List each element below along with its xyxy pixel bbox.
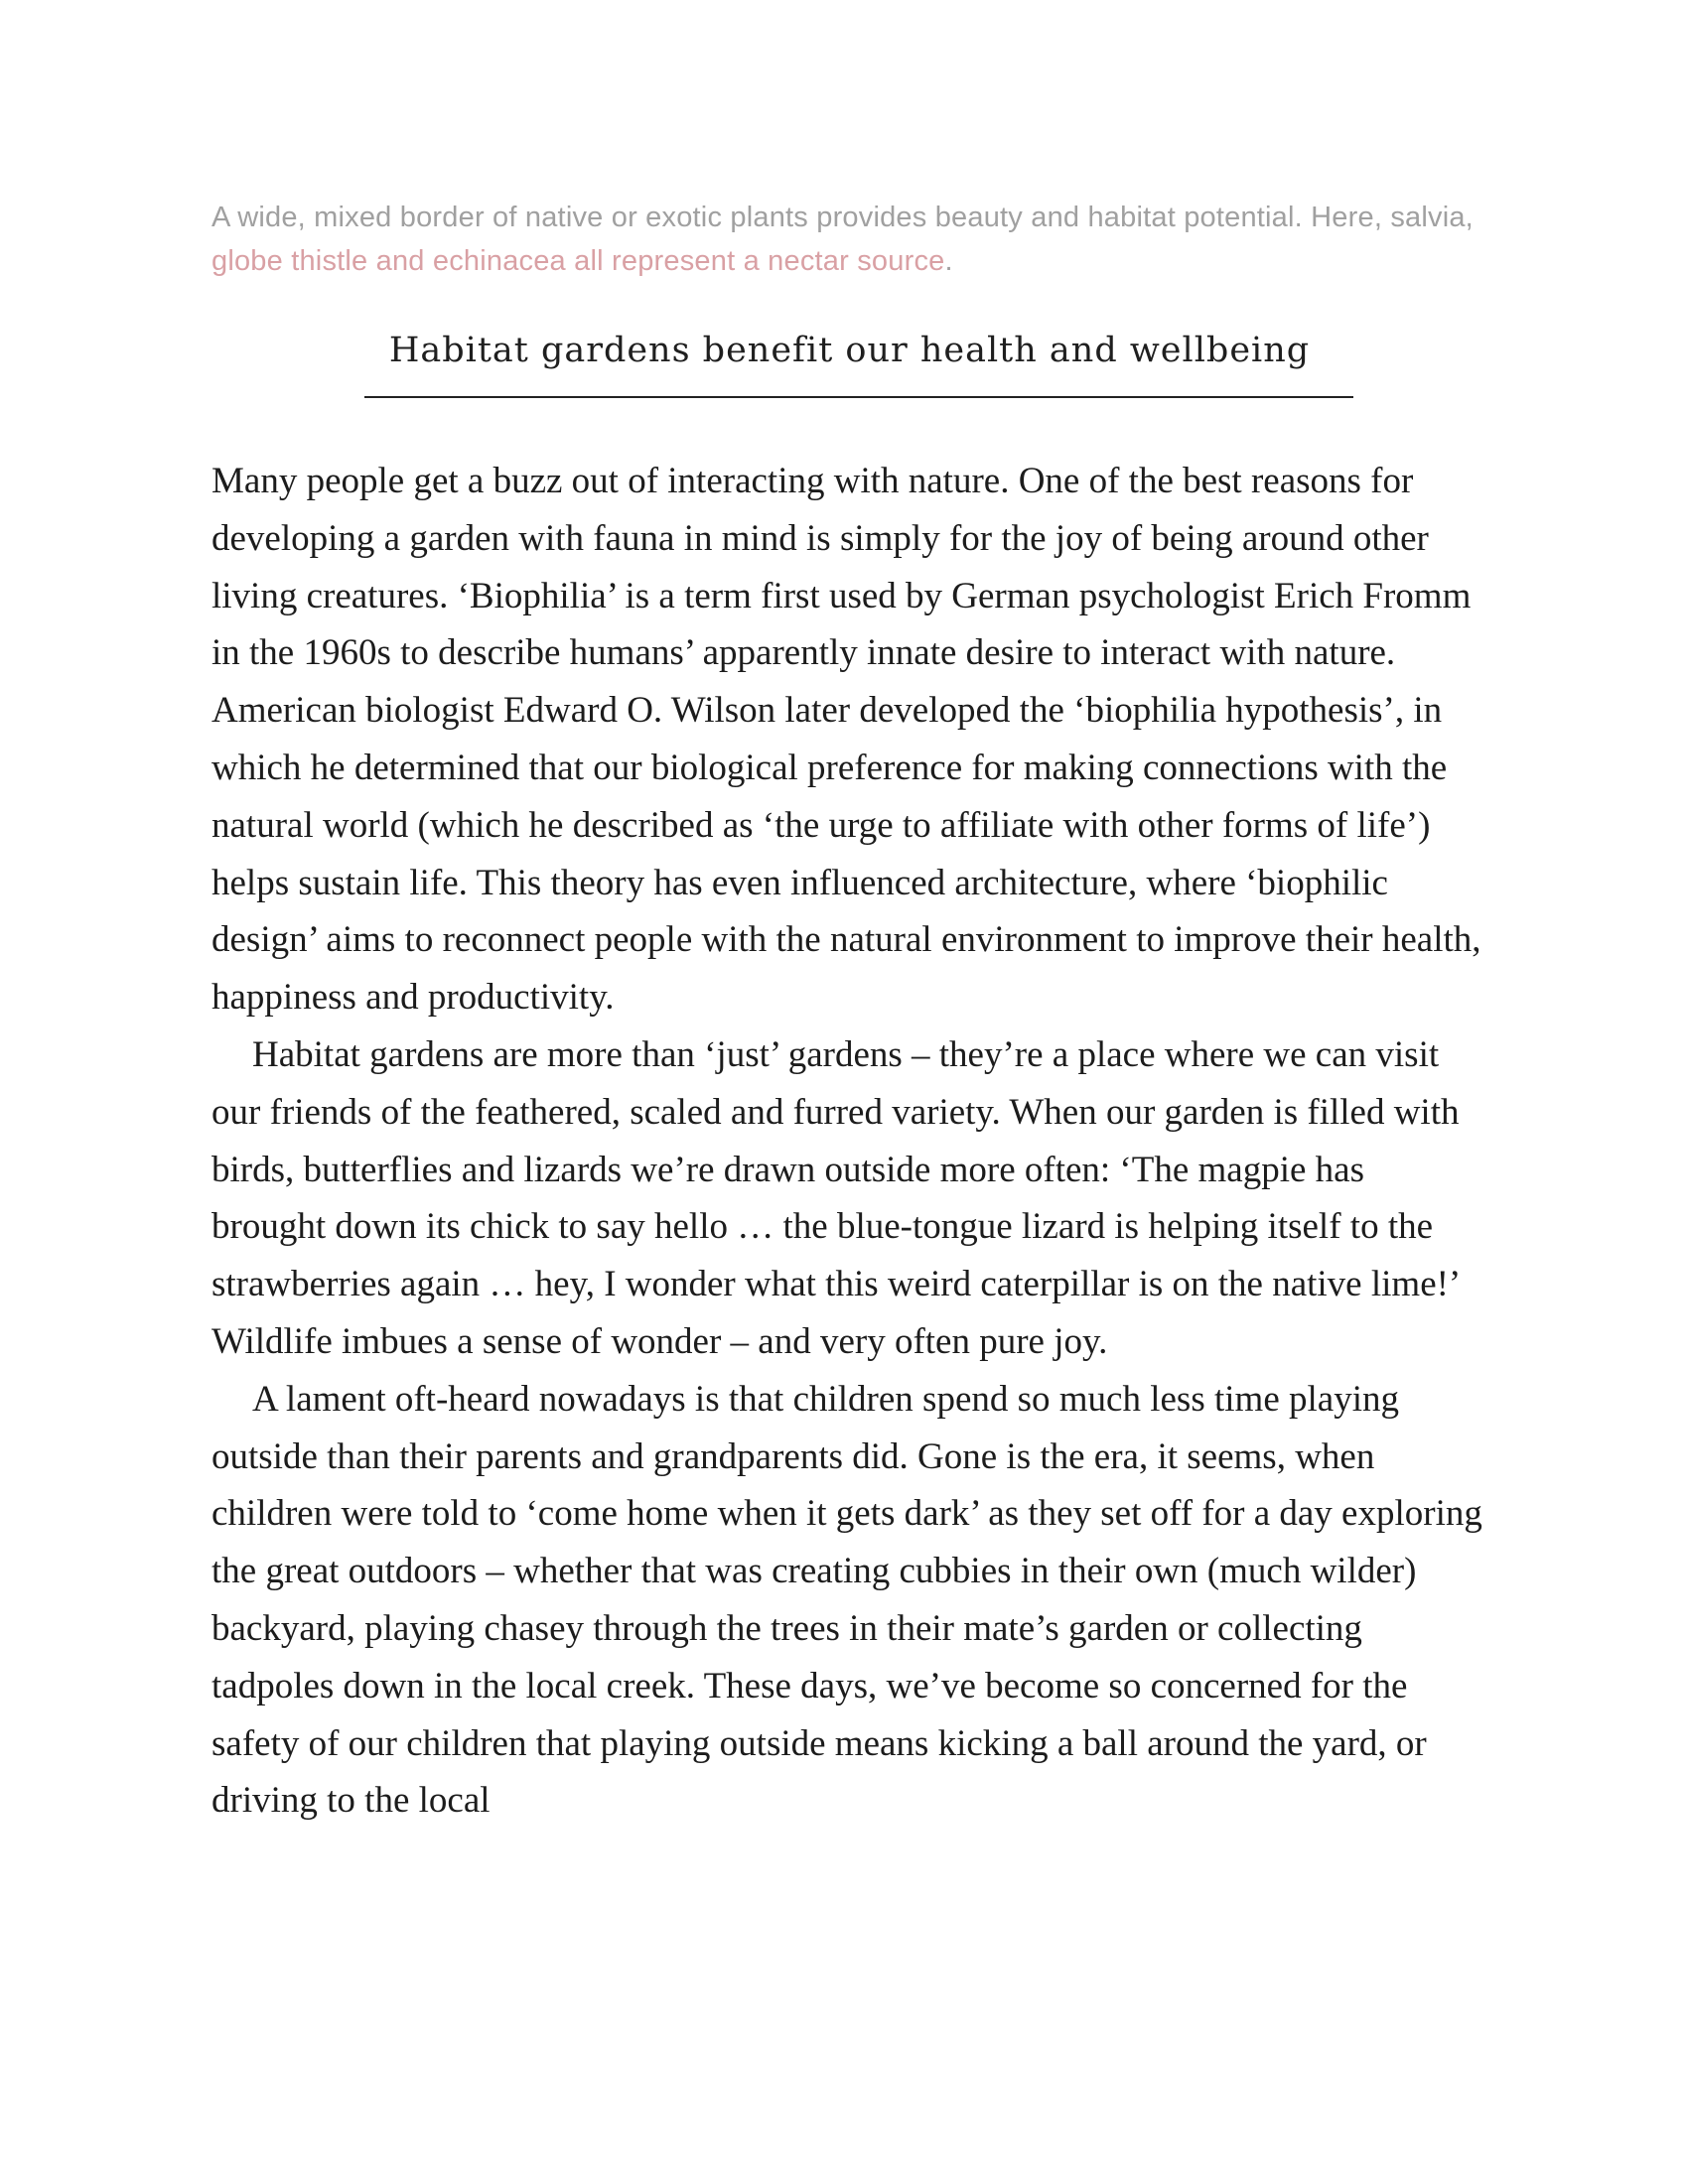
- paragraph-1: Many people get a buzz out of interacting with nature. One of the best reasons for developing a garden with fauna in mind is simply for the joy of being around other living creatures. ‘Biophilia’ is a term first used by German psychologist Erich Fromm in the 1960s to describe humans’ apparently innate desire to interact with nature. American biologist Edward O. Wilson later developed the ‘biophilia hypothesis’, in which he determined that our biological preference for making connections with the natural world (which he described as ‘the urge to affiliate with other forms of life’) helps sustain life. This theory has even influenced architecture, where ‘biophilic design’ aims to reconnect people with the natural environment to improve their health, happiness and productivity.: [211, 461, 1481, 1019]
- photo-caption: [211, 196, 1487, 283]
- caption-text-start: A wide, mixed border of native or exotic plants provides beauty and habitat potential. Here, salvia,: [211, 202, 1474, 233]
- caption-text-accent: globe thistle and echinacea all represent a nectar source: [211, 245, 945, 277]
- body-text: [211, 453, 1482, 1830]
- section-heading: Habitat gardens benefit our health and wellbeing: [388, 331, 1311, 370]
- paragraph-3: A lament oft-heard nowadays is that children spend so much less time playing outside than their parents and grandparents did. Gone is the era, it seems, when children were told to ‘come home when it gets dark’ as they set off for a day exploring the great outdoors – whether that was creating cubbies in their own (much wilder) backyard, playing chasey through the trees in their mate’s garden or collecting tadpoles down in the local creek. These days, we’ve become so concerned for the safety of our children that playing outside means kicking a ball around the yard, or driving to the local: [211, 1378, 1482, 1822]
- heading-divider: [364, 396, 1353, 398]
- document-page: [211, 196, 1487, 1830]
- paragraph-2: Habitat gardens are more than ‘just’ gardens – they’re a place where we can visit our friends of the feathered, scaled and furred variety. When our garden is filled with birds, butterflies and lizards we’re drawn outside more often: ‘The magpie has brought down its chick to say hello … the blue-tongue lizard is helping itself to the strawberries again … hey, I wonder what this weird caterpillar is on the native lime!’ Wildlife imbues a sense of wonder – and very often pure joy.: [211, 1033, 1460, 1362]
- caption-text-end: .: [944, 245, 953, 277]
